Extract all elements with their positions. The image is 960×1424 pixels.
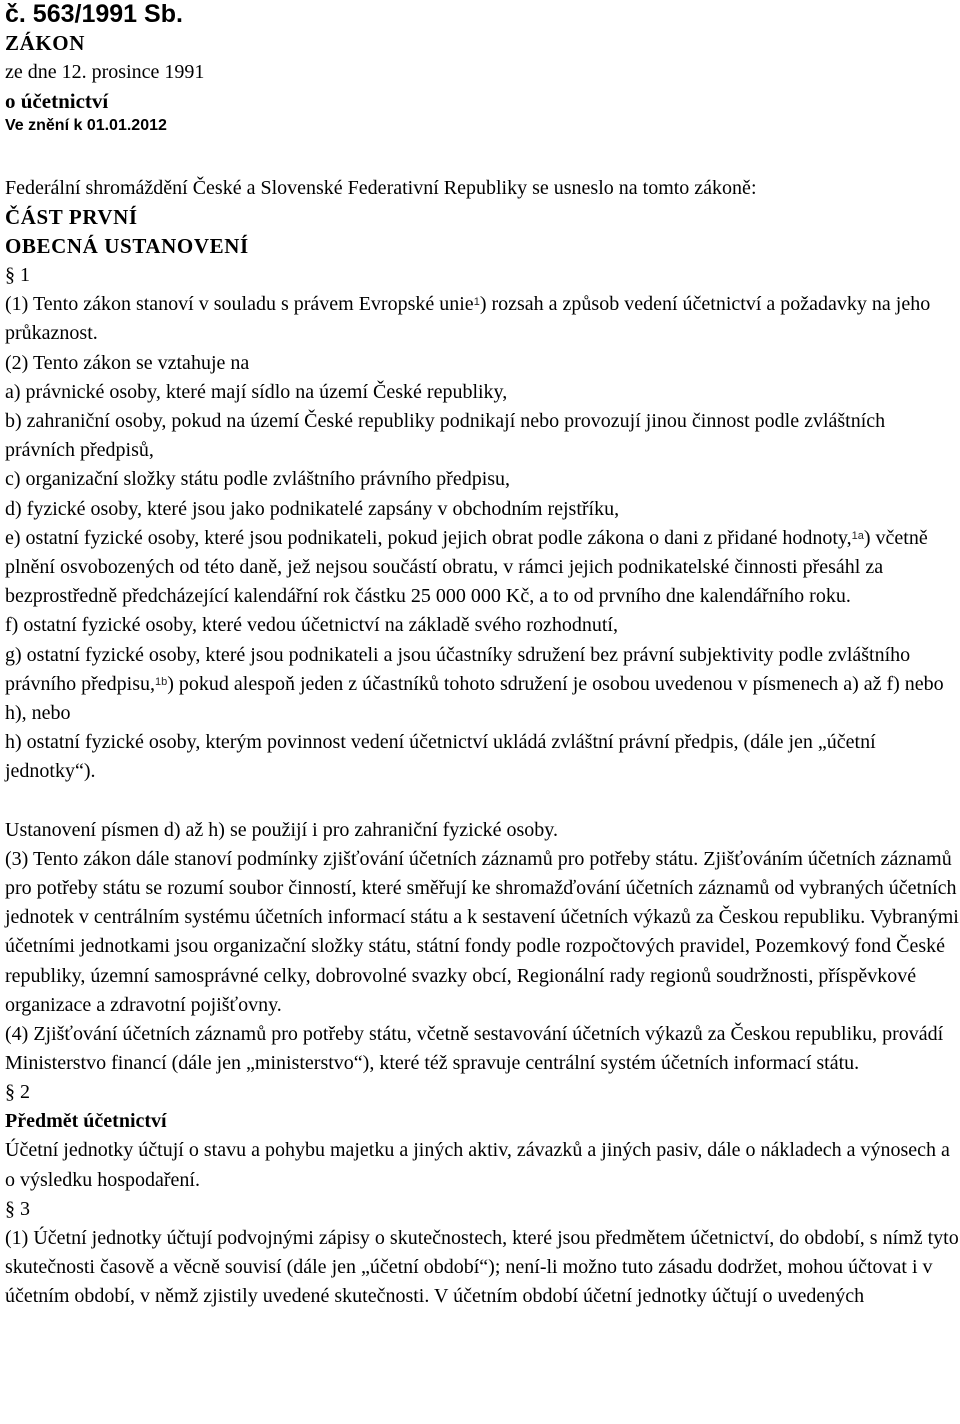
version-note: Ve znění k 01.01.2012	[5, 117, 167, 134]
sec3-paragraph-1: (1) Účetní jednotky účtují podvojnými zápisy o skutečnostech, které jsou předmětem účetnictví, do období, s nímž tyto skutečnosti časově a věcně souvisí (dále jen „účetní období“); není-li možno tuto zásadu dodržet, mohou účtovat i v účetním období, v němž zjistily uvedené skutečnosti. V účetním období účetní jednotky účtují o uvedených	[5, 1226, 959, 1308]
sec1-paragraph-1	[5, 290, 959, 348]
law-date: ze dne 12. prosince 1991	[5, 61, 205, 83]
sec1-paragraph-3: (3) Tento zákon dále stanoví podmínky zjišťování účetních záznamů pro potřeby státu. Zjišťováním účetních záznamů pro potřeby státu se rozumí soubor činností, které směřují ke shromažďování účetních záznamů od vybraných účetních jednotek v centrálním systému účetních informací státu a k sestavení účetních výkazů za Českou republiku. Vybranými účetními jednotkami jsou organizační složky státu, státní fondy podle rozpočtových pravidel, Pozemkový fond České republiky, územní samosprávné celky, dobrovolné svazky obcí, Regionální rady regionů soudržnosti, příspěvkové organizace a zdravotní pojišťovny.	[5, 847, 959, 1016]
part-subtitle: OBECNÁ USTANOVENÍ	[5, 234, 249, 259]
foreign-persons-note: Ustanovení písmen d) až h) se použijí i pro zahraniční fyzické osoby.	[5, 818, 558, 841]
sec2-text: Účetní jednotky účtují o stavu a pohybu majetku a jiných aktiv, závazků a jiných pasiv, dále o nákladech a výnosech a o výsledku hospodaření.	[5, 1139, 950, 1191]
law-type: ZÁKON	[5, 31, 86, 55]
sec1-p1-text: (1) Tento zákon stanoví v souladu s právem Evropské unie	[5, 293, 474, 316]
section-1-sign: § 1	[5, 264, 30, 287]
item-c: c) organizační složky státu podle zvláštního právního předpisu,	[5, 468, 511, 491]
footnote-ref: 1a	[851, 529, 864, 542]
section-3-sign: § 3	[5, 1197, 30, 1220]
footnote-ref: 1	[473, 296, 480, 309]
item-g	[5, 641, 959, 729]
item-f: f) ostatní fyzické osoby, které vedou účetnictví na základě svého rozhodnutí,	[5, 614, 618, 637]
footnote-ref: 1b	[154, 675, 168, 688]
item-a: a) právnické osoby, které mají sídlo na území České republiky,	[5, 380, 508, 403]
item-b: b) zahraniční osoby, pokud na území České republiky podnikají nebo provozují jinou činnost podle zvláštních právních předpisů,	[5, 410, 886, 462]
law-subject: o účetnictví	[5, 89, 109, 113]
part-title: ČÁST PRVNÍ	[5, 205, 138, 230]
preamble: Federální shromáždění České a Slovenské Federativní Republiky se usneslo na tomto zákoně:	[5, 177, 757, 199]
item-e	[5, 524, 959, 612]
item-g-text-end: ) pokud alespoň jeden z účastníků tohoto sdružení je osobou uvedenou v písmenech a) až f) nebo h), nebo	[5, 672, 944, 725]
item-e-text: e) ostatní fyzické osoby, které jsou podnikateli, pokud jejich obrat podle zákona o dani z přidané hodnoty,	[5, 526, 852, 549]
sec1-paragraph-4: (4) Zjišťování účetních záznamů pro potřeby státu, včetně sestavování účetních výkazů za Českou republiku, provádí Ministerstvo financí (dále jen „ministerstvo“), které též spravuje centrální systém účetních informací státu.	[5, 1023, 944, 1075]
law-number: č. 563/1991 Sb.	[5, 0, 183, 28]
sec1-paragraph-2: (2) Tento zákon se vztahuje na	[5, 351, 250, 374]
item-d: d) fyzické osoby, které jsou jako podnikatelé zapsány v obchodním rejstříku,	[5, 497, 620, 520]
item-g-text: g) ostatní fyzické osoby, které jsou podnikateli a jsou účastníky sdružení bez právní subjektivity podle zvláštního právního předpisu,	[5, 643, 911, 695]
item-h: h) ostatní fyzické osoby, kterým povinnost vedení účetnictví ukládá zvláštní právní předpis, (dále jen „účetní jednotky“).	[5, 731, 876, 783]
section-2-sign: § 2	[5, 1081, 30, 1104]
section-2-title: Předmět účetnictví	[5, 1110, 167, 1133]
sec1-p1-text-end: ) rozsah a způsob vedení účetnictví a požadavky na jeho průkaznost.	[5, 293, 931, 345]
item-e-text-end: ) včetně plnění osvobozených od této daně, jež nejsou součástí obratu, v rámci jejich podnikatelské činnosti přesáhl za bezprostředně předcházející kalendářní rok částku 25 000 000 Kč, a to od prvního dne kalendářního roku.	[5, 526, 928, 608]
law-document	[5, 0, 959, 1312]
